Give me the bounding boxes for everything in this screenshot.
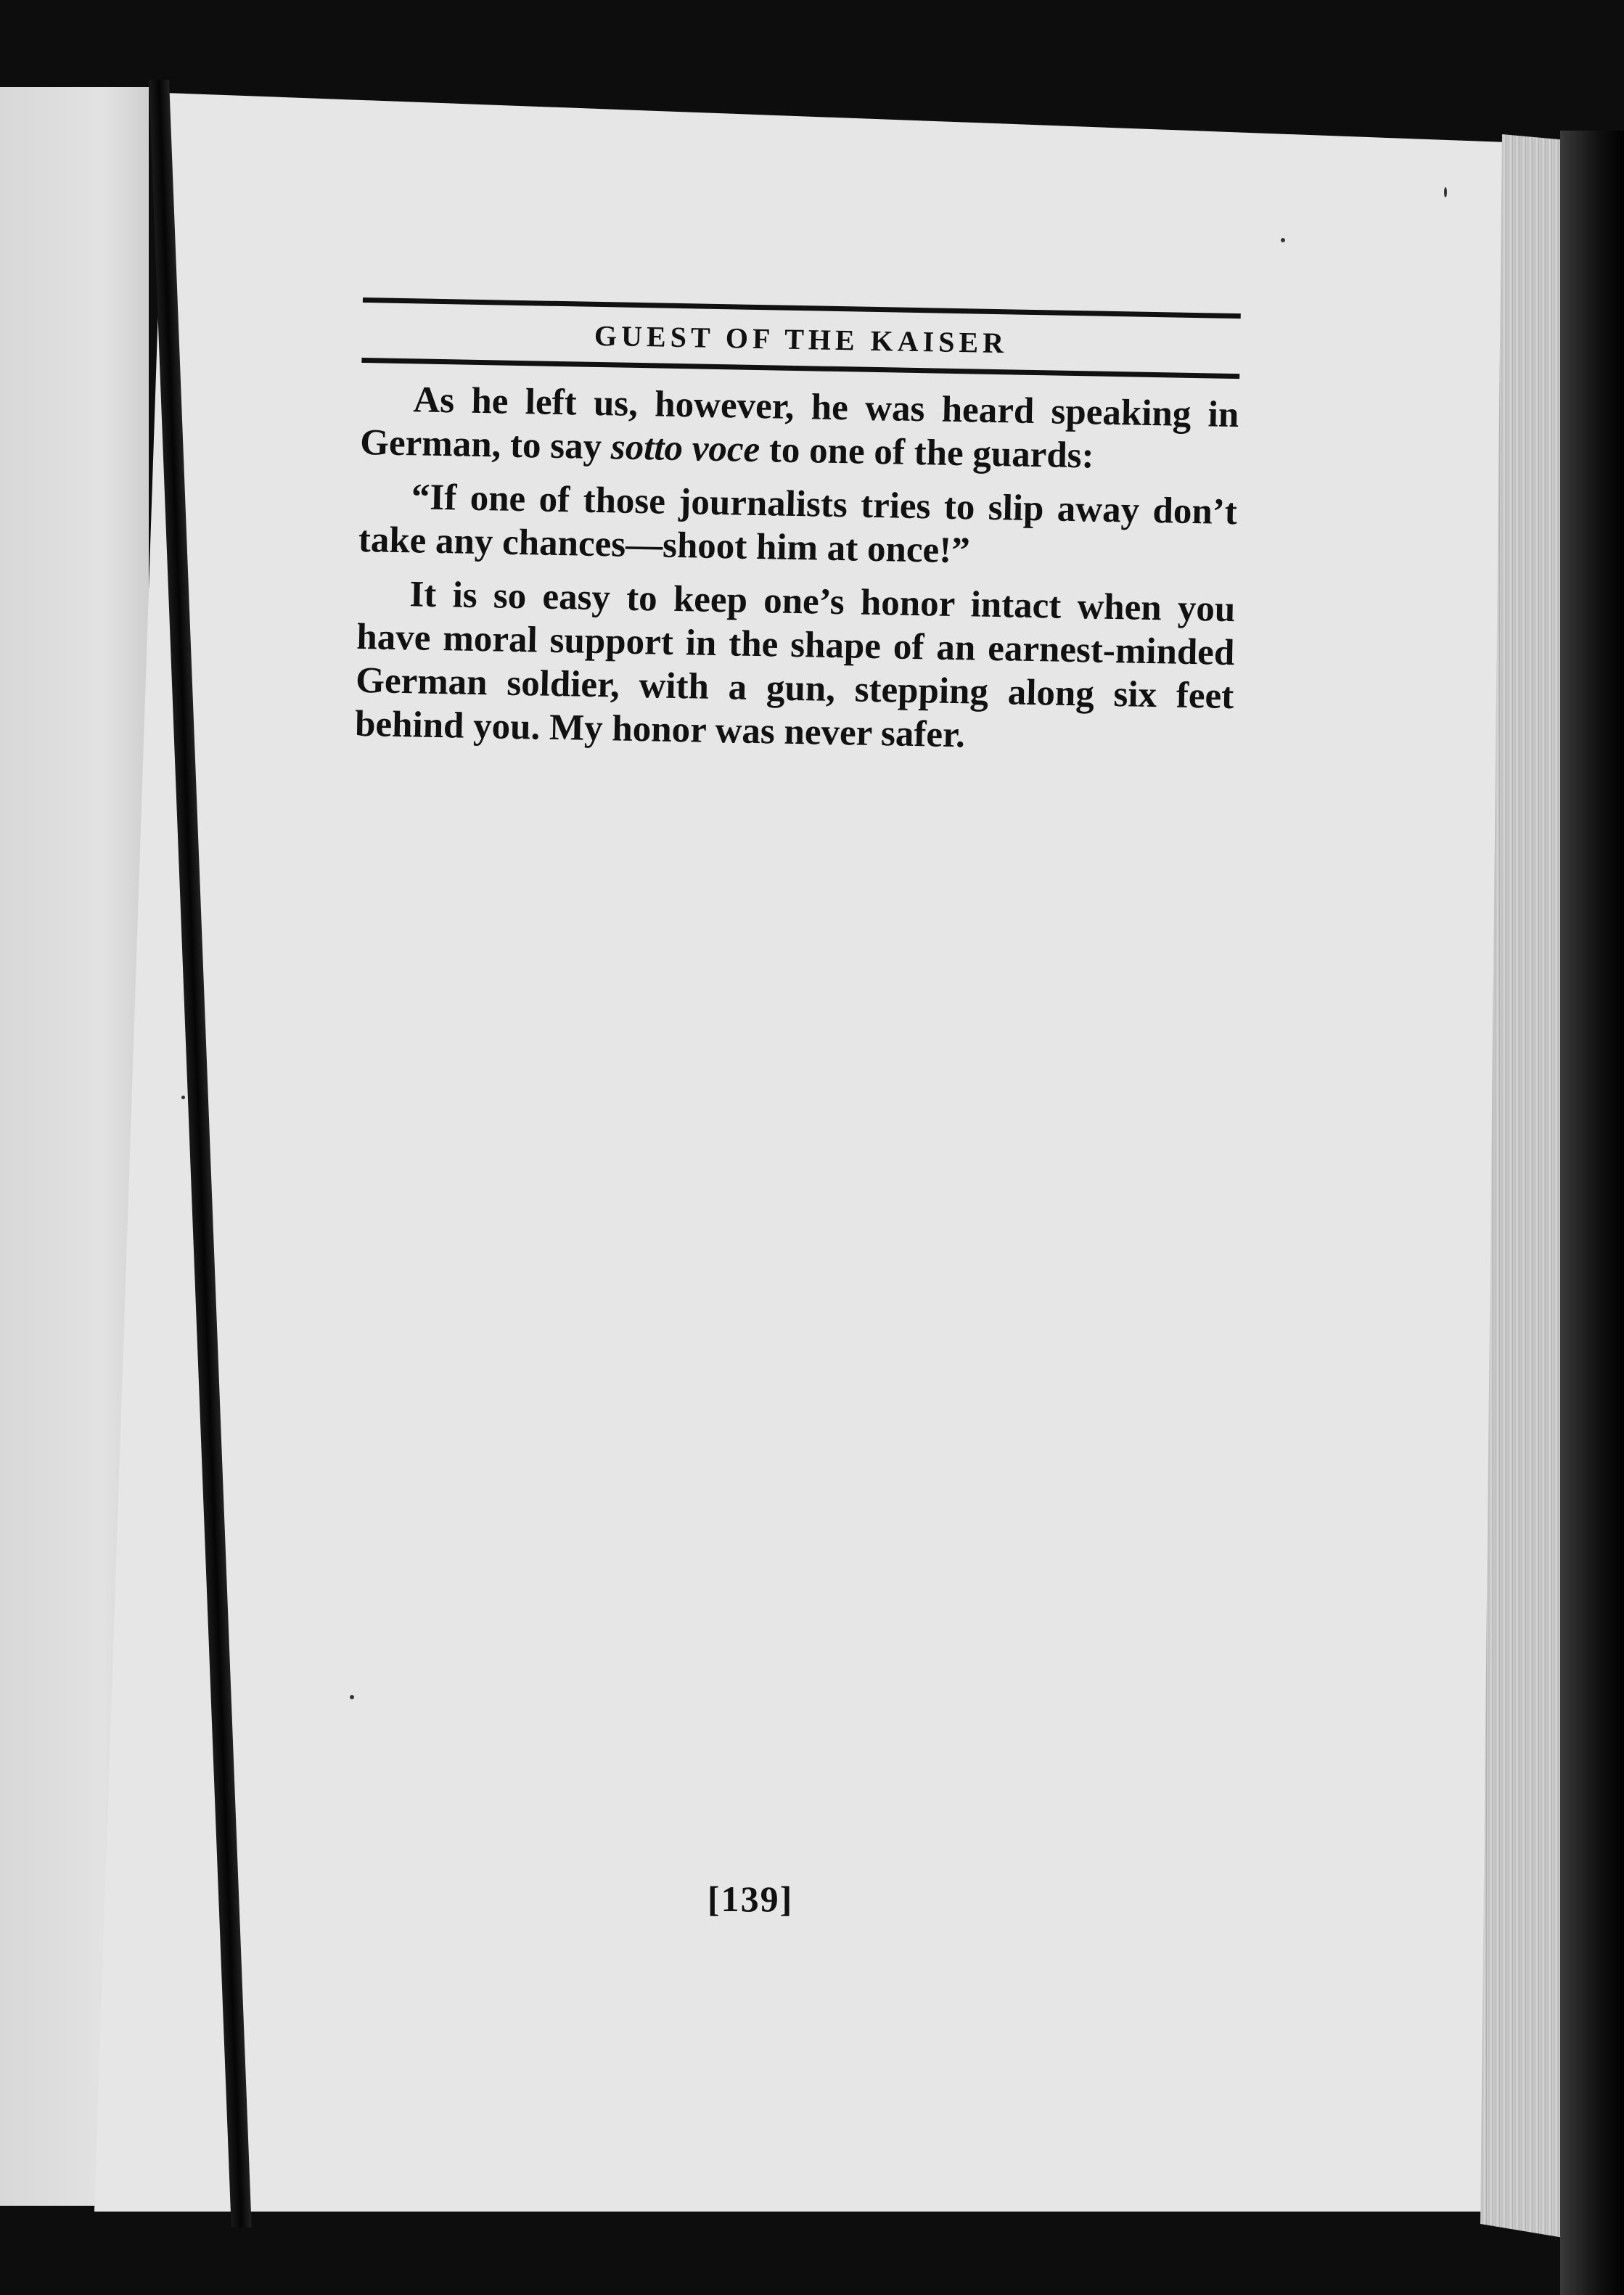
body-text [355,377,1239,762]
paragraph [360,377,1239,480]
dust-speck [181,1096,185,1099]
paragraph: It is so easy to keep one’s honor intact when you have moral support in the shape of an earnest-minded German soldier, with a gun, stepping along six feet behind you. My honor was never safer. [354,574,1236,756]
dust-speck [350,1695,354,1699]
italic-phrase: sotto voce [610,427,760,471]
dust-speck [1444,187,1447,197]
cover-edge [1560,131,1624,2295]
paragraph: “If one of those journalists tries to slip away don’t take any chances—shoot him at once!” [358,477,1238,572]
text-block [354,297,1240,772]
paragraph-text: to one of the guards: [759,430,1095,477]
dust-speck [1281,238,1285,242]
page-number: [139] [708,1879,794,1919]
running-head: GUEST OF THE KAISER [594,319,1009,360]
paragraph-text: As he left us, however, he was heard speaking in German, to say [359,379,1239,468]
